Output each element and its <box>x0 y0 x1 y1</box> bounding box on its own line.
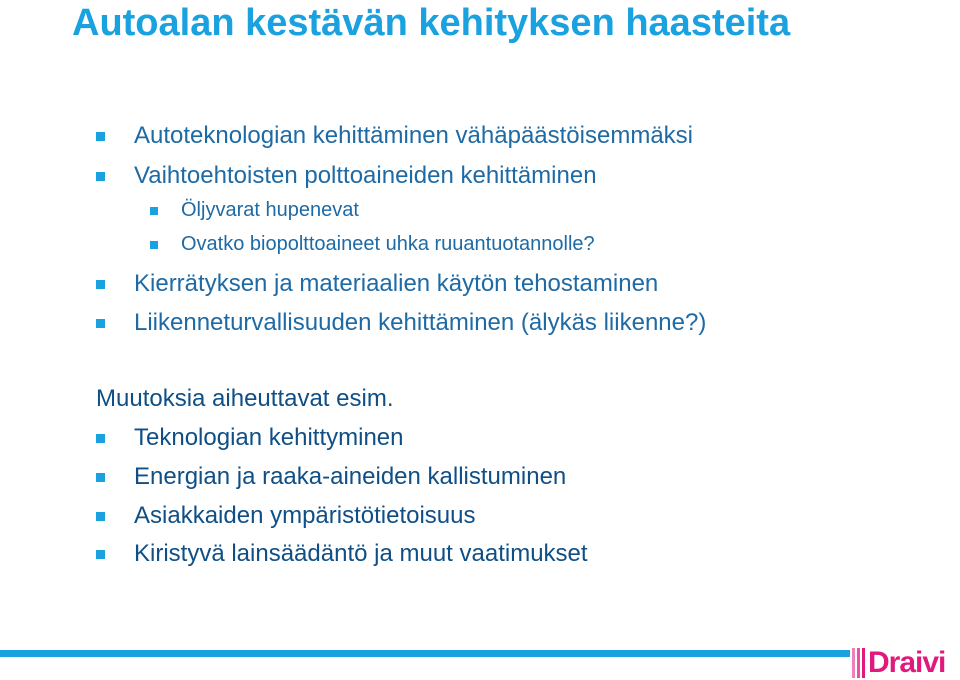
bullet-item <box>96 502 476 530</box>
logo-text: Draivi <box>868 646 946 679</box>
bullet-item <box>96 540 588 568</box>
slide-title: Autoalan kestävän kehityksen haasteita <box>72 2 791 44</box>
square-bullet-icon <box>96 550 105 559</box>
square-bullet-icon <box>96 132 105 141</box>
bullet-text: Vaihtoehtoisten polttoaineiden kehittäminen <box>134 162 597 189</box>
bullet-text: Liikenneturvallisuuden kehittäminen (älykäs liikenne?) <box>134 309 707 336</box>
bullet-item <box>96 162 597 190</box>
square-bullet-icon <box>96 434 105 443</box>
bullet-text: Teknologian kehittyminen <box>134 424 404 451</box>
bullet-item <box>96 463 566 491</box>
square-bullet-icon <box>150 241 158 249</box>
sub-bullet-item <box>150 199 359 222</box>
bullet-item <box>96 270 658 298</box>
bullet-text: Energian ja raaka-aineiden kallistuminen <box>134 463 567 490</box>
bullet-item <box>96 122 693 150</box>
square-bullet-icon <box>96 512 105 521</box>
bullet-text: Kierrätyksen ja materiaalien käytön tehostaminen <box>134 270 659 297</box>
bullet-item <box>96 424 404 452</box>
sub-bullet-item <box>150 233 595 256</box>
bullet-text: Kiristyvä lainsäädäntö ja muut vaatimukset <box>134 540 588 567</box>
bullet-text: Ovatko biopolttoaineet uhka ruuantuotannolle? <box>181 233 595 255</box>
draivi-logo <box>852 640 945 678</box>
square-bullet-icon <box>96 172 105 181</box>
bullet-text: Autoteknologian kehittäminen vähäpäästöisemmäksi <box>134 122 693 149</box>
square-bullet-icon <box>150 207 158 215</box>
square-bullet-icon <box>96 280 105 289</box>
bullet-item <box>96 309 706 337</box>
bullet-text: Öljyvarat hupenevat <box>181 199 359 221</box>
square-bullet-icon <box>96 473 105 482</box>
footer-bar <box>0 650 850 657</box>
logo-stripes-icon <box>852 648 867 678</box>
section-subheading: Muutoksia aiheuttavat esim. <box>96 385 394 412</box>
bullet-text: Asiakkaiden ympäristötietoisuus <box>134 502 476 529</box>
square-bullet-icon <box>96 319 105 328</box>
